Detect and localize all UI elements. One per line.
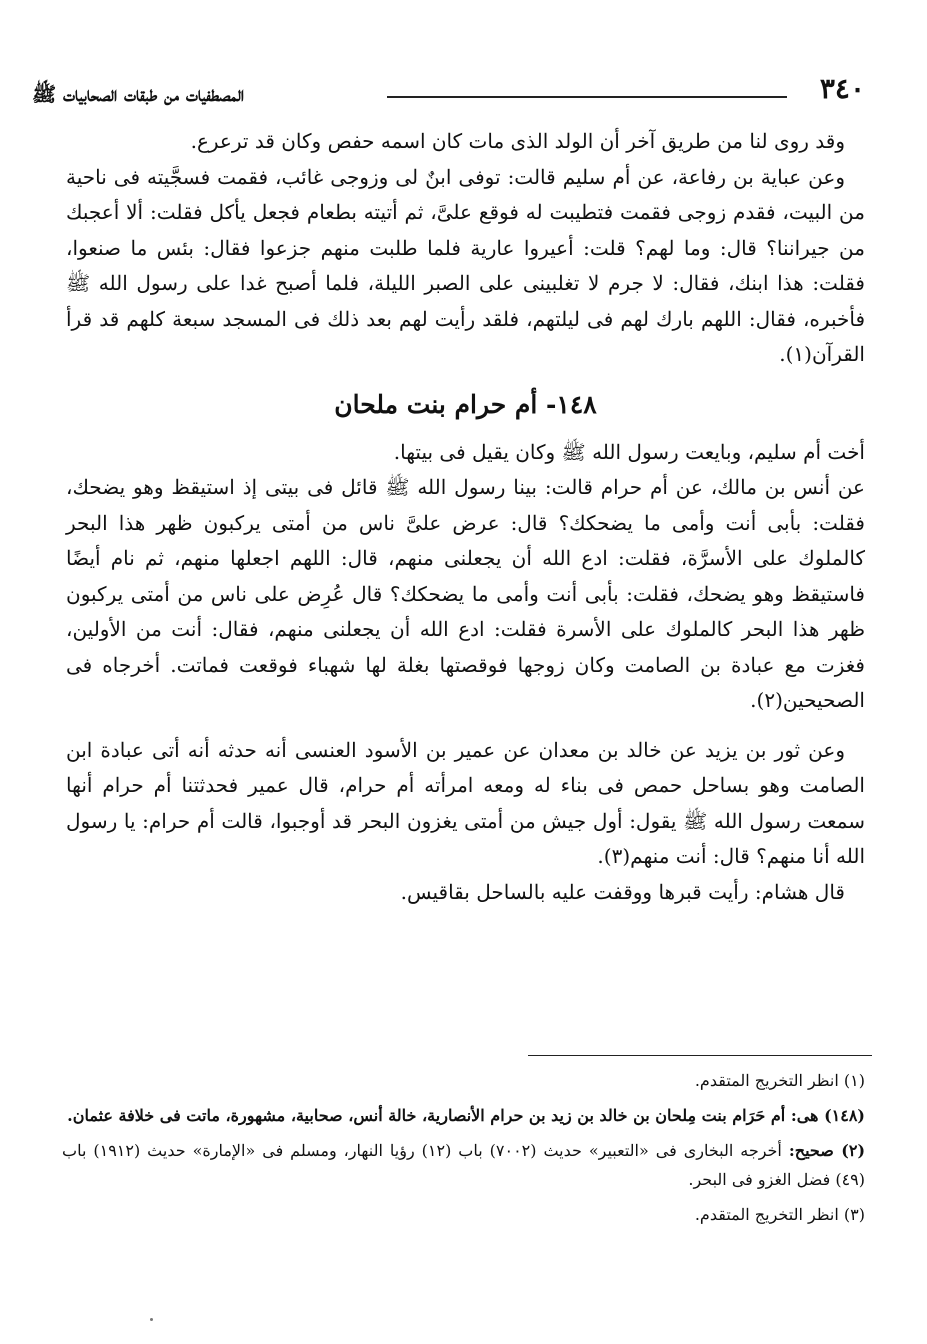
main-text bbox=[66, 124, 865, 910]
footnote-rule bbox=[528, 1055, 872, 1056]
header-rule bbox=[387, 96, 787, 98]
footnote-2-lead: (٢) صحيح: bbox=[788, 1141, 866, 1160]
paragraph-2: وعن عباية بن رفاعة، عن أم سليم قالت: توفى ابنٌ لى وزوجى غائب، فقمت فسجَّيته فى ناحية من البيت، فقدم زوجى فقمت فتطيبت له فوقع علىَّ، ثم أتيته بطعام فجعل يأكل فقلت: ألا أعجبك من جيراننا؟ قال: وما لهم؟ قلت: أعيروا عارية فلما طلبت منهم جزعوا فقال: بئس ما صنعوا، فقلت: هذا ابنك، فقال: لا جرم لا تغلبينى على الصبر الليلة، فلما أصبح غدا على رسول الله ﷺ فأخبره، فقال: اللهم بارك لهم فى ليلتهم، فلقد رأيت لهم بعد ذلك فى المسجد سبعة كلهم قد قرأ القرآن(١). bbox=[66, 164, 865, 366]
paragraph-3: أخت أم سليم، وبايعت رسول الله ﷺ وكان يقيل فى بيتها. bbox=[393, 439, 865, 464]
footnote-148 bbox=[62, 1101, 865, 1130]
running-title: المصطفيات من طبقات الصحابيات ﷺ bbox=[32, 82, 245, 106]
paragraph-6: قال هشام: رأيت قبرها ووقفت عليه بالساحل بقاقيس. bbox=[400, 879, 845, 904]
footnote-1: (١) انظر التخريج المتقدم. bbox=[694, 1071, 865, 1090]
page-header bbox=[32, 72, 865, 112]
footnote-2-body: أخرجه البخارى فى «التعبير» حديث (٧٠٠٢) باب (١٢) رؤيا النهار، ومسلم فى «الإمارة» حديث (١٩١٢) باب (٤٩) فضل الغزو فى البحر. bbox=[62, 1141, 865, 1189]
footnote-3: (٣) انظر التخريج المتقدم. bbox=[694, 1205, 865, 1224]
footnote-148-lead: (١٤٨) هى: bbox=[790, 1106, 865, 1125]
paragraph-5: وعن ثور بن يزيد عن خالد بن معدان عن عمير بن الأسود العنسى أنه حدثه أنه أتى عبادة ابن الصامت وهو بساحل حمص فى بناء له ومعه امرأته أم حرام، قال عمير فحدثتنا أم حرام أنها سمعت رسول الله ﷺ يقول: أول جيش من أمتى يغزون البحر قد أوجبوا، قالت أم حرام: يا رسول الله أنا منهم؟ قال: أنت منهم(٣). bbox=[66, 737, 865, 868]
paragraph-4: عن أنس بن مالك، عن أم حرام قالت: بينا رسول الله ﷺ قائل فى بيتى إذ استيقظ وهو يضحك، فقلت: بأبى أنت وأمى ما يضحكك؟ قال: عرض علىَّ ناس من أمتى يركبون ظهر هذا البحر كالملوك على الأسرَّة، فقلت: ادع الله أن يجعلنى منهم، قال: اللهم اجعلها منهم، ثم نام أيضًا فاستيقظ وهو يضحك، فقلت: بأبى أنت وأمى ما يضحكك؟ قال عُرِض على ناس من أمتى يركبون ظهر هذا البحر كالملوك على الأسرة فقلت: ادع الله أن يجعلنى منهم، فقال: أنت من الأولين، فغزت مع عبادة بن الصامت وكان زوجها فوقصتها بغلة لها شهباء فوقعت فماتت. أخرجاه فى الصحيحين(٢). bbox=[66, 475, 865, 712]
paragraph-gap bbox=[66, 719, 865, 733]
section-heading: ١٤٨- أم حرام بنت ملحان bbox=[334, 389, 597, 419]
page-number: ٣٤٠ bbox=[819, 72, 865, 105]
footnote-148-body: أم حَرَام بنت مِلحان بن خالد بن زيد بن حرام الأنصارية، خالة أنس، صحابية، مشهورة، ماتت فى خلافة عثمان. bbox=[67, 1106, 786, 1125]
footnote-2 bbox=[62, 1136, 865, 1194]
paragraph-1: وقد روى لنا من طريق آخر أن الولد الذى مات كان اسمه حفص وكان قد ترعرع. bbox=[190, 129, 845, 153]
footnotes bbox=[62, 1066, 865, 1235]
scan-speck bbox=[150, 1318, 153, 1321]
